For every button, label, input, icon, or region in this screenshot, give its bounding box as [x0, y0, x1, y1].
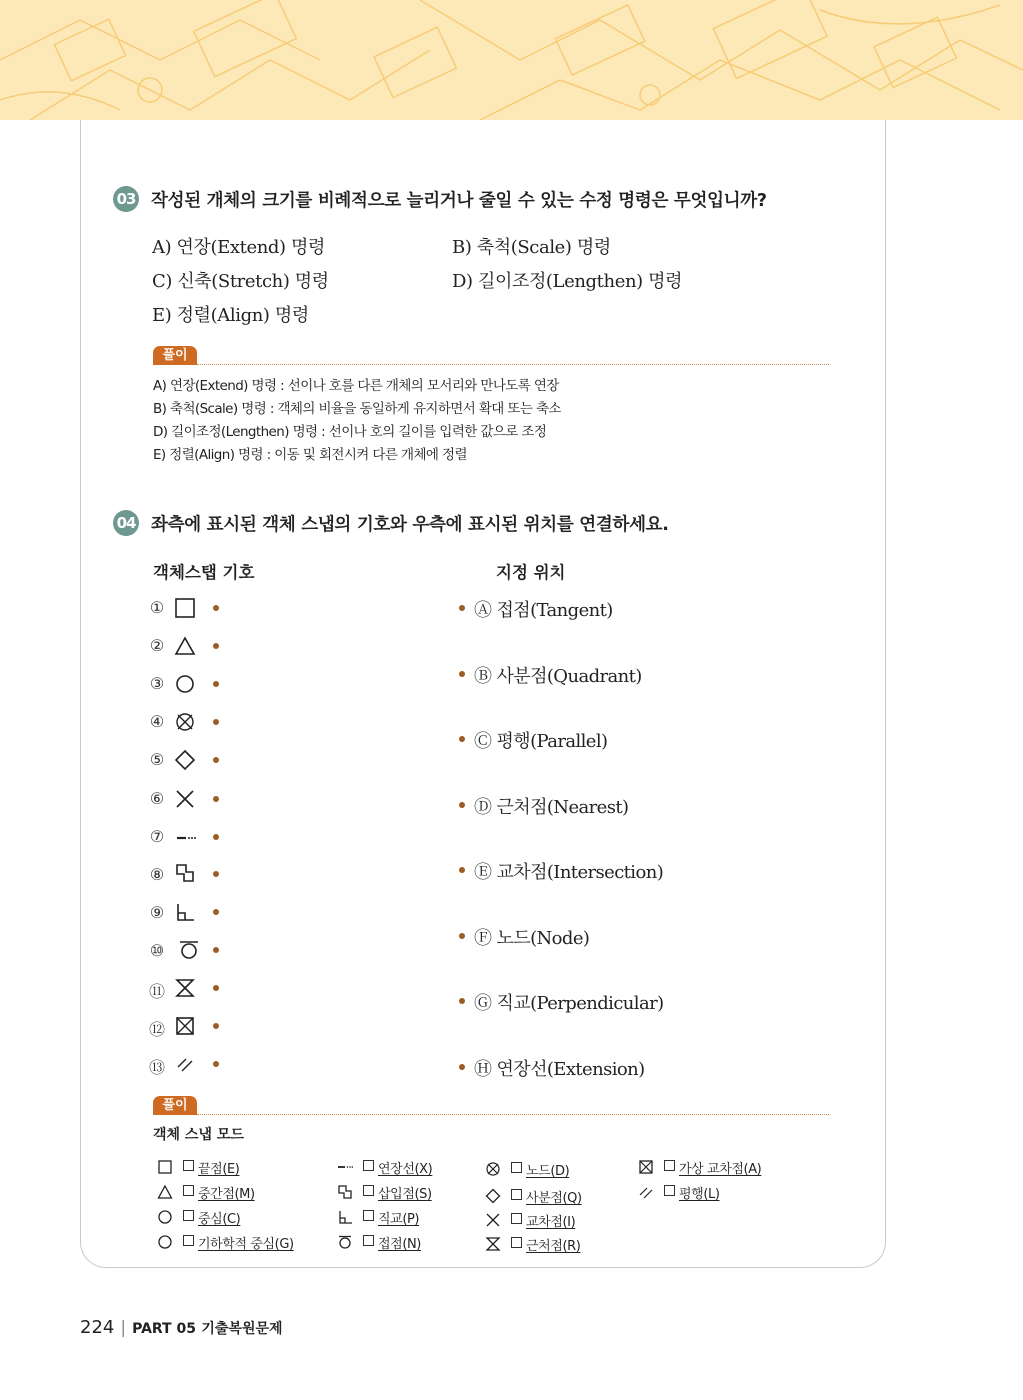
circle-icon [157, 1209, 173, 1225]
match-dot[interactable] [459, 605, 465, 611]
checkbox[interactable] [511, 1237, 522, 1248]
match-dot[interactable] [459, 998, 465, 1004]
question-text: 작성된 개체의 크기를 비례적으로 늘리거나 줄일 수 있는 수정 명령은 무엇입니까? [151, 191, 767, 211]
checkbox[interactable] [183, 1185, 194, 1196]
checkbox[interactable] [183, 1210, 194, 1221]
header-banner [0, 0, 1023, 120]
x-icon [485, 1212, 501, 1228]
match-dot[interactable] [213, 681, 219, 687]
match-dot[interactable] [213, 947, 219, 953]
snap-mode-label: 교차점(I) [526, 1215, 576, 1230]
match-dot[interactable] [213, 605, 219, 611]
match-dot[interactable] [213, 719, 219, 725]
solution-line: A) 연장(Extend) 명령 : 선이나 호를 다른 개체의 모서리와 만나도록 연장 [153, 378, 559, 394]
snap-mode-label: 가상 교차점(A) [679, 1162, 762, 1177]
position-perpendicular: Ⓖ 직교(Perpendicular) [474, 993, 664, 1014]
snap-mode-label: 삽입점(S) [378, 1187, 432, 1202]
page-footer [80, 1317, 283, 1338]
perpendicular-icon [337, 1209, 353, 1225]
snap-modes-title: 객체 스냅 모드 [153, 1127, 244, 1143]
position-nearest: Ⓓ 근처점(Nearest) [474, 797, 629, 818]
snap-mode-label: 중간점(M) [198, 1187, 255, 1202]
symbol-number: ③ [149, 674, 165, 693]
parallel-icon [638, 1184, 654, 1200]
checkbox[interactable] [363, 1235, 374, 1246]
match-dot[interactable] [213, 909, 219, 915]
symbol-number: ⑨ [149, 903, 165, 922]
triangle-icon [157, 1184, 173, 1200]
square-icon [174, 597, 196, 619]
snap-mode-label: 노드(D) [526, 1164, 570, 1179]
x-icon [174, 788, 196, 810]
checkbox[interactable] [511, 1189, 522, 1200]
snap-mode-label: 기하학적 중심(G) [198, 1237, 294, 1252]
symbol-number: ② [149, 636, 165, 655]
footer-separator: | [120, 1318, 127, 1338]
match-dot[interactable] [459, 736, 465, 742]
match-dot[interactable] [213, 871, 219, 877]
match-dot[interactable] [459, 933, 465, 939]
snap-mode-label: 접점(N) [378, 1237, 421, 1252]
insertion-icon [174, 862, 196, 884]
solution-line: B) 축척(Scale) 명령 : 객체의 비율을 동일하게 유지하면서 확대 또는 축소 [153, 401, 561, 417]
position-extension: Ⓗ 연장선(Extension) [474, 1059, 645, 1080]
match-dot[interactable] [459, 671, 465, 677]
question-number-badge: 03 [113, 186, 139, 212]
box-x-icon [174, 1015, 196, 1037]
position-tangent: Ⓐ 접점(Tangent) [474, 600, 613, 621]
match-dot[interactable] [213, 1061, 219, 1067]
circle-icon [174, 673, 196, 695]
triangle-icon [174, 635, 196, 657]
circle-x-icon [485, 1161, 501, 1177]
solution-line: E) 정렬(Align) 명령 : 이동 및 회전시켜 다른 개체에 정렬 [153, 447, 467, 463]
question-number-badge: 04 [113, 510, 139, 536]
checkbox[interactable] [363, 1210, 374, 1221]
match-dot[interactable] [213, 834, 219, 840]
diamond-icon [485, 1188, 501, 1204]
checkbox[interactable] [664, 1160, 675, 1171]
checkbox[interactable] [183, 1160, 194, 1171]
position-quadrant: Ⓑ 사분점(Quadrant) [474, 666, 642, 687]
symbol-number: ⑤ [149, 750, 165, 769]
match-dot[interactable] [459, 802, 465, 808]
option-a: A) 연장(Extend) 명령 [152, 237, 325, 258]
match-dot[interactable] [213, 643, 219, 649]
snap-mode-label: 연장선(X) [378, 1162, 433, 1177]
option-c: C) 신축(Stretch) 명령 [152, 271, 329, 292]
symbol-number: ⑬ [148, 1058, 165, 1077]
match-dot[interactable] [213, 796, 219, 802]
parallel-icon [174, 1053, 196, 1075]
box-x-icon [638, 1159, 654, 1175]
checkbox[interactable] [511, 1162, 522, 1173]
extension-icon [337, 1159, 353, 1175]
checkbox[interactable] [363, 1160, 374, 1171]
tangent-icon [178, 939, 200, 961]
chapter-title: 기출복원문제 [201, 1321, 283, 1337]
option-e: E) 정렬(Align) 명령 [152, 305, 309, 326]
solution-line: D) 길이조정(Lengthen) 명령 : 선이나 호의 길이를 입력한 값으로 조정 [153, 424, 547, 440]
perpendicular-icon [174, 901, 196, 923]
checkbox[interactable] [664, 1185, 675, 1196]
checkbox[interactable] [511, 1213, 522, 1224]
symbol-number: ⑪ [148, 982, 165, 1001]
checkbox[interactable] [363, 1185, 374, 1196]
match-dot[interactable] [459, 867, 465, 873]
positions-heading: 지정 위치 [496, 563, 566, 582]
match-dot[interactable] [213, 757, 219, 763]
snap-mode-label: 직교(P) [378, 1212, 420, 1227]
tangent-icon [337, 1234, 353, 1250]
symbol-number: ⑫ [148, 1020, 165, 1039]
position-parallel: Ⓒ 평행(Parallel) [474, 731, 608, 752]
symbol-number: ⑦ [149, 827, 165, 846]
question-text: 좌측에 표시된 객체 스냅의 기호와 우측에 표시된 위치를 연결하세요. [151, 515, 669, 535]
position-intersection: Ⓔ 교차점(Intersection) [474, 862, 664, 883]
hourglass-icon [174, 977, 196, 999]
hourglass-icon [485, 1236, 501, 1252]
circle-x-icon [174, 711, 196, 733]
symbol-number: ⑩ [149, 941, 165, 960]
solution-divider [197, 1114, 829, 1115]
match-dot[interactable] [213, 1023, 219, 1029]
solution-badge: 풀이 [153, 346, 197, 365]
extension-icon [174, 826, 196, 848]
position-node: Ⓕ 노드(Node) [474, 928, 590, 949]
match-dot[interactable] [213, 985, 219, 991]
match-dot[interactable] [459, 1064, 465, 1070]
symbol-number: ⑧ [149, 865, 165, 884]
snap-mode-label: 끝점(E) [198, 1162, 240, 1177]
page-number: 224 [80, 1317, 115, 1338]
checkbox[interactable] [183, 1235, 194, 1246]
diamond-icon [174, 749, 196, 771]
symbols-heading: 객체스탭 기호 [153, 563, 255, 582]
solution-badge: 풀이 [153, 1096, 197, 1115]
snap-mode-label: 근처점(R) [526, 1239, 581, 1254]
insertion-icon [337, 1184, 353, 1200]
symbol-number: ① [149, 598, 165, 617]
snap-mode-label: 중심(C) [198, 1212, 241, 1227]
symbol-number: ⑥ [149, 789, 165, 808]
banner-pattern [0, 0, 1023, 120]
option-d: D) 길이조정(Lengthen) 명령 [452, 271, 683, 292]
square-icon [157, 1159, 173, 1175]
symbol-number: ④ [149, 712, 165, 731]
circle-icon [157, 1234, 173, 1250]
snap-mode-label: 평행(L) [679, 1187, 720, 1202]
solution-divider [197, 364, 829, 365]
option-b: B) 축척(Scale) 명령 [452, 237, 611, 258]
part-label: PART 05 [132, 1321, 196, 1337]
snap-mode-label: 사분점(Q) [526, 1191, 582, 1206]
